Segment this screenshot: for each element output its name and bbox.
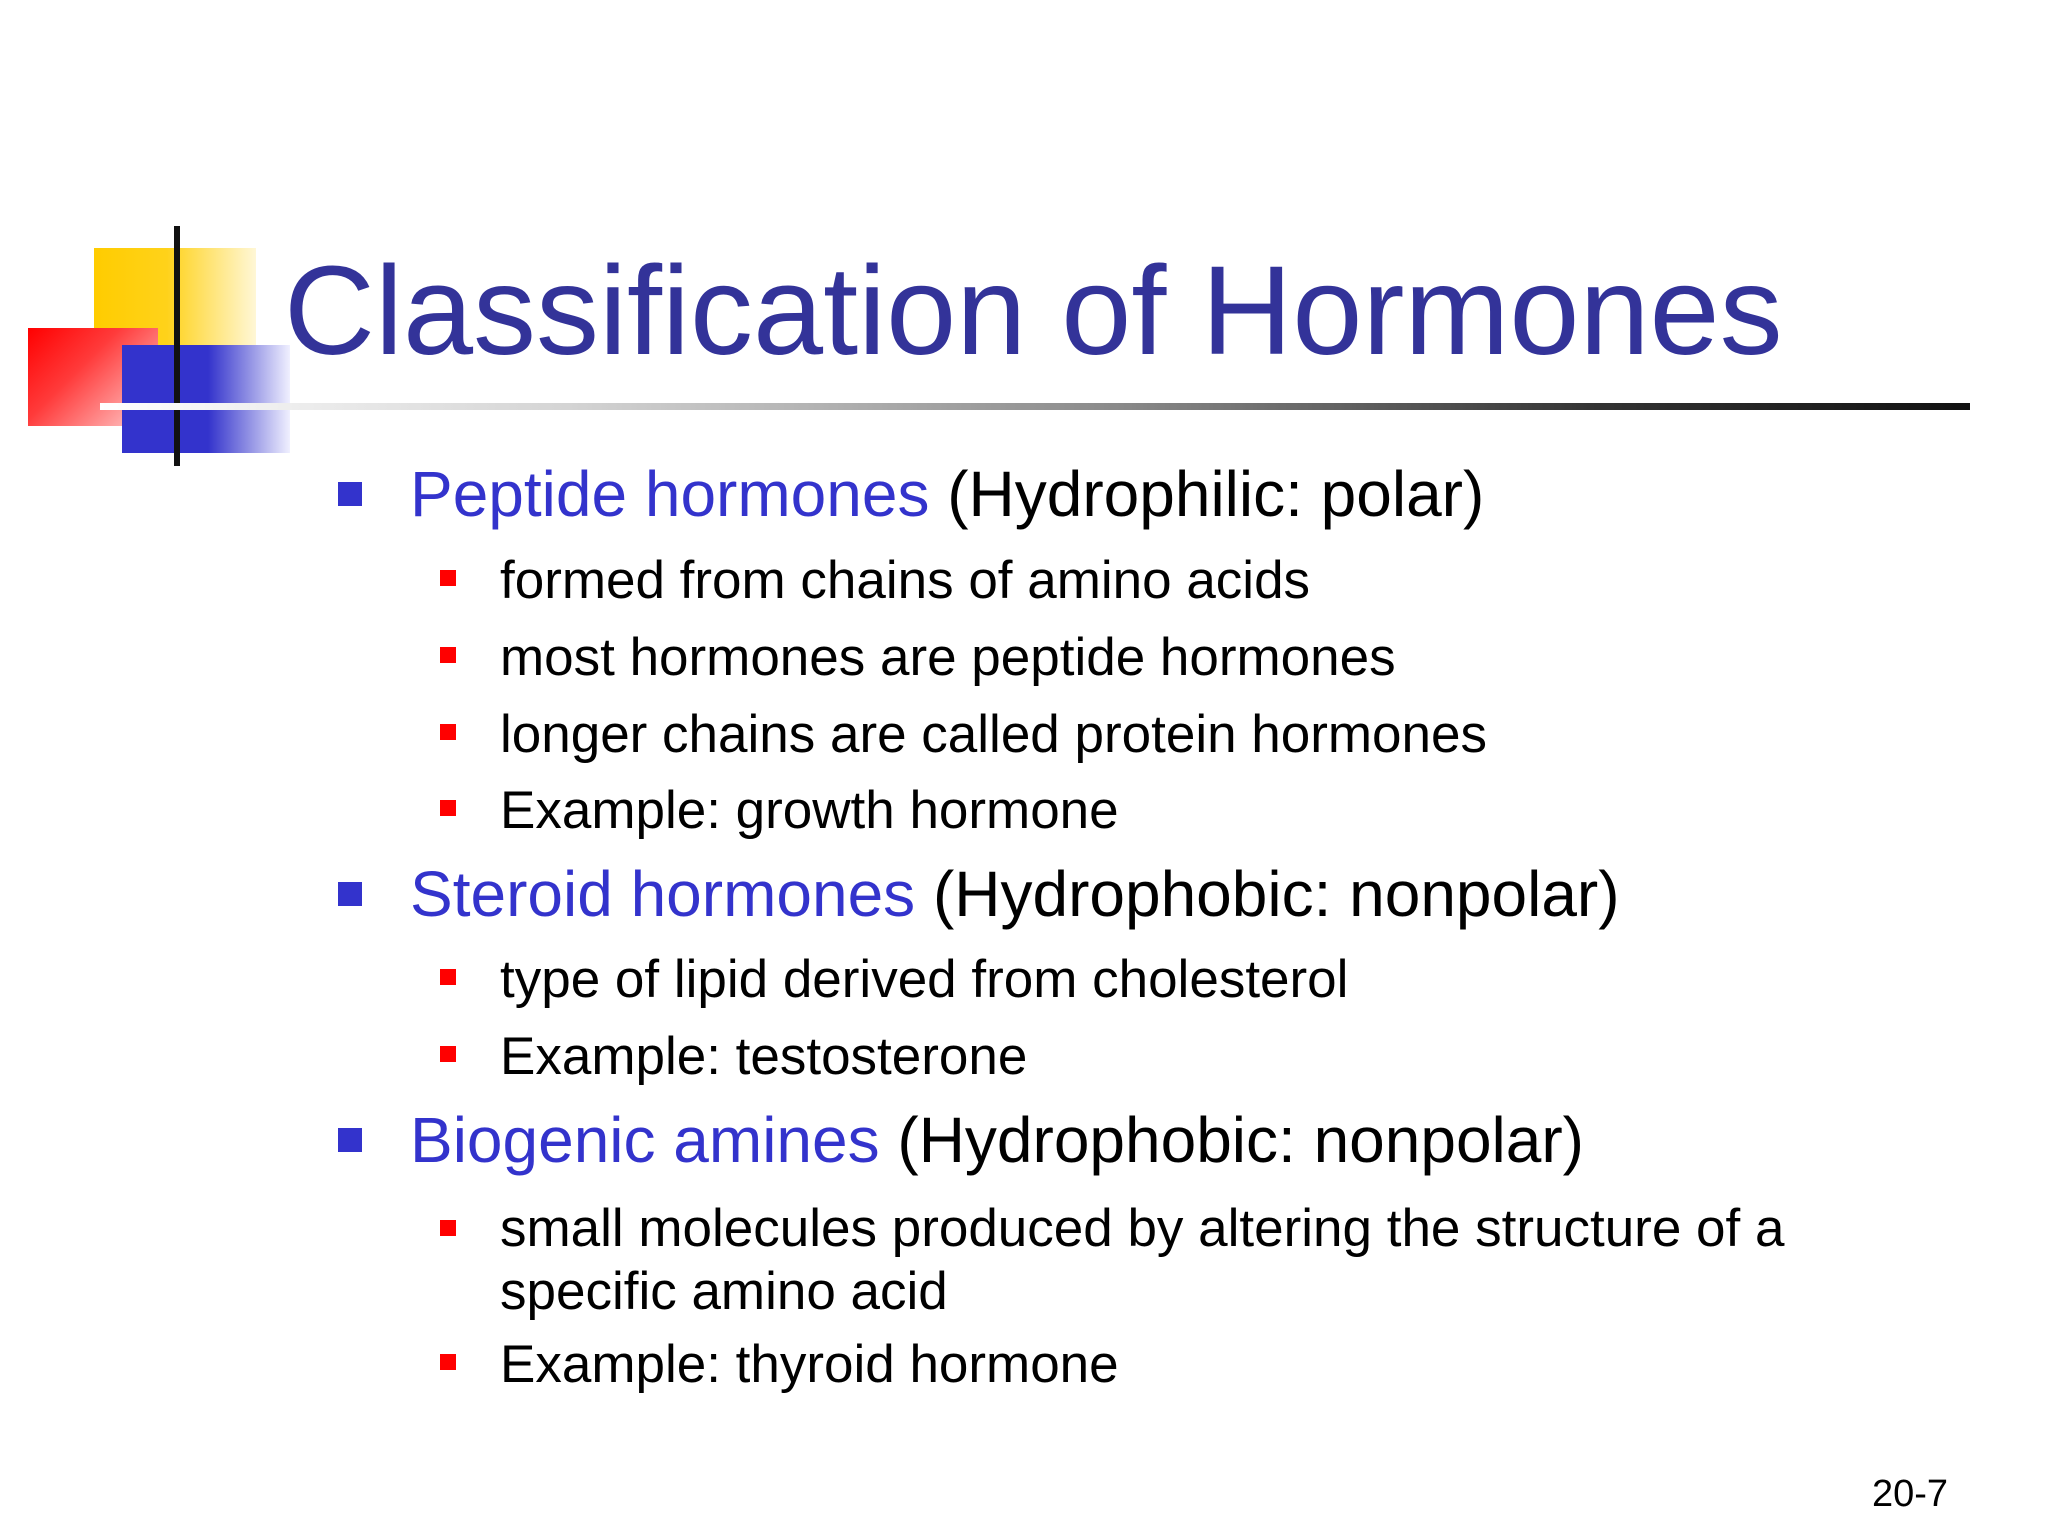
section-qualifier: (Hydrophilic: polar): [929, 458, 1485, 530]
list-item-text: Example: thyroid hormone: [500, 1335, 1119, 1394]
list-item: [500, 628, 1396, 687]
section-heading-label: Peptide hormones: [410, 458, 930, 530]
list-item: [500, 551, 1311, 610]
title-underline: [100, 403, 1970, 410]
section-heading-peptide: [410, 458, 1485, 530]
slide-number: 20-7: [1871, 1473, 1948, 1515]
slide-title: Classification of Hormones: [284, 240, 1783, 381]
square-bullet-icon: [338, 482, 362, 506]
list-item: [500, 705, 1487, 764]
decorative-logo: [0, 0, 300, 470]
list-item: [500, 1335, 1119, 1394]
square-bullet-icon: [440, 1354, 456, 1370]
square-bullet-icon: [440, 1220, 456, 1236]
square-bullet-icon: [338, 1128, 362, 1152]
list-item: [500, 950, 1349, 1009]
list-item: [500, 781, 1119, 840]
list-item: [500, 1027, 1028, 1086]
list-item-text: Example: testosterone: [500, 1027, 1028, 1086]
section-heading-label: Steroid hormones: [410, 858, 916, 930]
square-bullet-icon: [440, 570, 456, 586]
square-bullet-icon: [338, 882, 362, 906]
square-bullet-icon: [440, 724, 456, 740]
section-heading-biogenic: [410, 1104, 1584, 1176]
square-bullet-icon: [440, 1046, 456, 1062]
square-bullet-icon: [440, 647, 456, 663]
section-qualifier: (Hydrophobic: nonpolar): [879, 1104, 1584, 1176]
logo-vertical-line: [174, 226, 180, 466]
list-item-text-line: small molecules produced by altering the structure of a: [500, 1199, 1785, 1258]
logo-blue-gradient-square: [208, 345, 290, 453]
list-item-text: type of lipid derived from cholesterol: [500, 950, 1349, 1009]
list-item-text: most hormones are peptide hormones: [500, 628, 1396, 687]
list-item-text: formed from chains of amino acids: [500, 551, 1311, 610]
logo-blue-square: [122, 345, 208, 453]
list-item-text-line: specific amino acid: [500, 1261, 948, 1321]
section-qualifier: (Hydrophobic: nonpolar): [915, 858, 1620, 930]
square-bullet-icon: [440, 800, 456, 816]
square-bullet-icon: [440, 969, 456, 985]
section-heading-label: Biogenic amines: [410, 1104, 880, 1176]
list-item: [500, 1198, 1784, 1323]
section-heading-steroid: [410, 858, 1620, 930]
list-item-text: longer chains are called protein hormones: [500, 705, 1487, 764]
list-item-text: Example: growth hormone: [500, 781, 1119, 840]
